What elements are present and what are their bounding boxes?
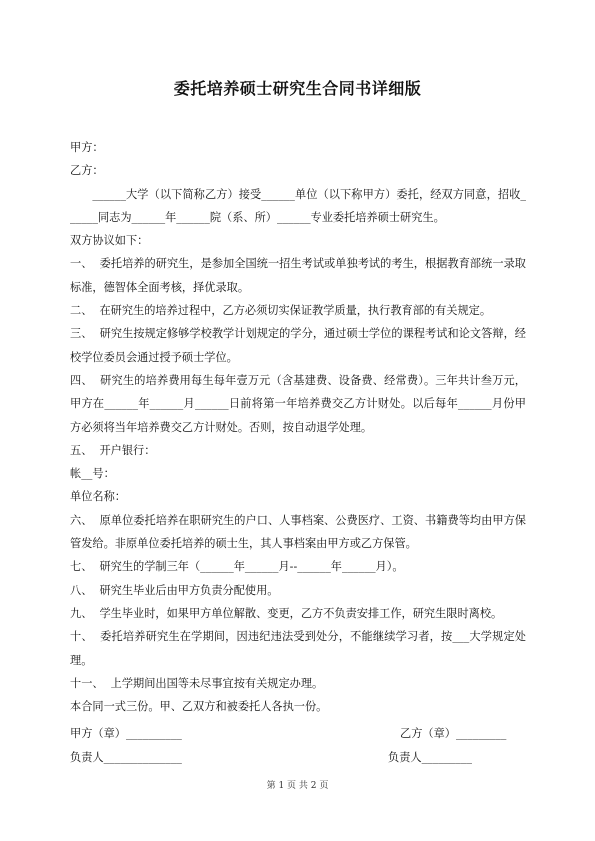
copies-statement: 本合同一式三份。甲、乙双方和被委托人各执一份。 — [70, 700, 328, 714]
clause-6: 六、 原单位委托培养在职研究生的户口、人事档案、公费医疗、工资、书籍费等均由甲方保管发给。非原单位委托培养的硕士生，其人事档案由甲方或乙方保管。 — [70, 513, 526, 551]
party-a-line: 甲方： — [70, 141, 104, 154]
party-b-responsible-person: 负责人_________ — [388, 751, 472, 764]
clause-11: 十一、 上学期间出国等未尽事宜按有关规定办理。 — [70, 676, 324, 690]
clause-2: 二、 在研究生的培养过程中，乙方必须切实保证教学质量，执行教育部的有关规定。 — [70, 304, 492, 318]
party-b-seal: 乙方（章）_________ — [400, 727, 507, 740]
contract-body — [70, 136, 526, 718]
party-a-seal: 甲方（章）__________ — [70, 727, 182, 740]
clause-1: 一、 委托培养的研究生，是参加全国统一招生考试或单独考试的考生，根据教育部统一录取标准，德智体全面考核，择优录取。 — [70, 257, 526, 294]
clause-7: 七、 研究生的学制三年（______年______月--______年______月）。 — [70, 560, 404, 574]
intro-paragraph: ______大学（以下简称乙方）接受______单位（以下称甲方）委托，经双方同意，招收______同志为______年______院（系、所）______专业委托培养硕士研究生。 — [70, 187, 526, 224]
clause-8: 八、 研究生毕业后由甲方负责分配使用。 — [70, 583, 279, 597]
account-number-line: 帐__号： — [70, 467, 115, 481]
clause-3: 三、 研究生按规定修够学校教学计划规定的学分，通过硕士学位的课程考试和论文答辩，经校学位委员会通过授予硕士学位。 — [70, 327, 526, 364]
unit-name-line: 单位名称： — [70, 490, 126, 504]
party-b-line: 乙方： — [70, 164, 104, 178]
clause-10: 十、 委托培养研究生在学期间，因违纪违法受到处分，不能继续学习者，按___大学规定处理。 — [70, 630, 526, 667]
agreement-heading: 双方协议如下： — [70, 234, 149, 248]
party-a-responsible-person: 负责人______________ — [70, 751, 182, 764]
page-footer: 第 1 页 共 2 页 — [266, 781, 329, 791]
document-title: 委托培养硕士研究生合同书详细版 — [173, 79, 422, 98]
clause-5-bank: 五、 开户银行： — [70, 443, 156, 457]
clause-9: 九、 学生毕业时，如果甲方单位解散、变更，乙方不负责安排工作，研究生限时离校。 — [70, 606, 503, 620]
clause-4: 四、 研究生的培养费用每生每年壹万元（含基建费、设备费、经常费）。三年共计叁万元，甲方在______年______月______日前将第一年培养费交乙方计财处。以后每年______月份甲方必须将当年培养费交乙方计财处。否则，按自动退学处理。 — [70, 373, 526, 434]
